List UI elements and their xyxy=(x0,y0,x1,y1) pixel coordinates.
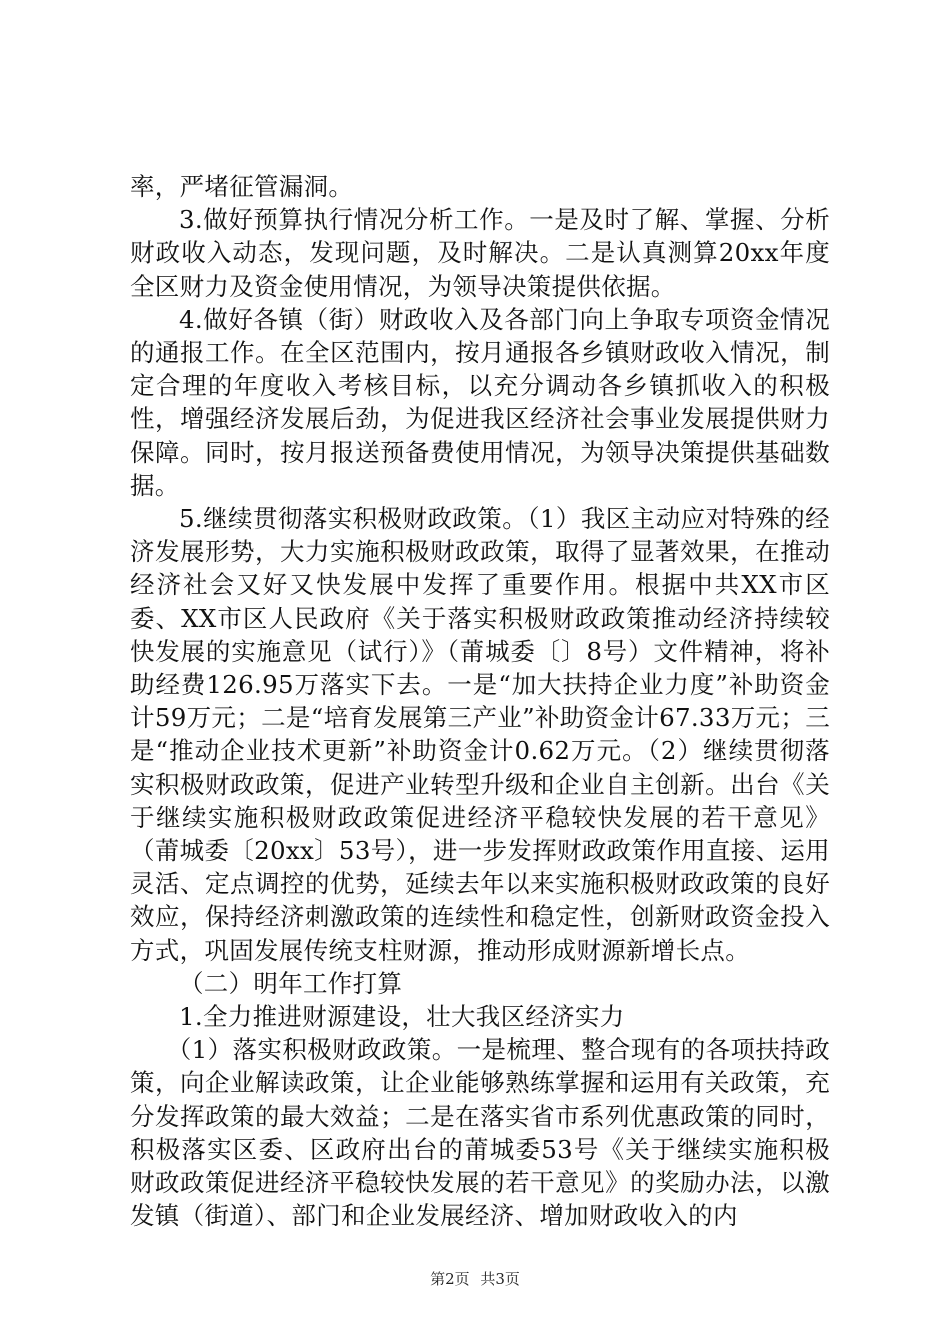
paragraph-item-4: 4.做好各镇（街）财政收入及各部门向上争取专项资金情况的通报工作。在全区范围内，按月通报各乡镇财政收入情况，制定合理的年度收入考核目标，以充分调动各乡镇抓收入的积极性，增强经济发展后劲，为促进我区经济社会事业发展提供财力保障。同时，按月报送预备费使用情况，为领导决策提供基础数据。 xyxy=(130,304,830,500)
section-heading-next-year: （二）明年工作打算 xyxy=(179,968,403,998)
paragraph-continuation: 率，严堵征管漏洞。 xyxy=(130,172,354,201)
page-total: 共3页 xyxy=(480,1270,520,1288)
paragraph-item-5: 5.继续贯彻落实积极财政政策。（1）我区主动应对特殊的经济发展形势，大力实施积极财政政策，取得了显著效果，在推动经济社会又好又快发展中发挥了重要作用。根据中共XX市区委、XX市区人民政府《关于落实积极财政政策推动经济持续较快发展的实施意见（试行）》（莆城委〔〕8号）文件精神，将补助经费126.95万落实下去。一是“加大扶持企业力度”补助资金计59万元；二是“培育发展第三产业”补助资金计67.33万元；三是“推动企业技术更新”补助资金计0.62万元。（2）继续贯彻落实积极财政政策，促进产业转型升级和企业自主创新。出台《关于继续实施积极财政政策促进经济平稳较快发展的若干意见》（莆城委〔20xx〕53号），进一步发挥财政政策作用直接、运用灵活、定点调控的优势，延续去年以来实施积极财政政策的良好效应，保持经济刺激政策的连续性和稳定性，创新财政资金投入方式，巩固发展传统支柱财源，推动形成财源新增长点。 xyxy=(130,504,830,965)
subheading-item-1: 1.全力推进财源建设，壮大我区经济实力 xyxy=(179,1002,625,1032)
document-body xyxy=(130,170,830,1233)
paragraph-item-3: 3.做好预算执行情况分析工作。一是及时了解、掌握、分析财政收入动态，发现问题，及时解决。二是认真测算20xx年度全区财力及资金使用情况，为领导决策提供依据。 xyxy=(130,205,830,301)
page-number: 第2页 xyxy=(430,1270,470,1288)
paragraph-sub-item-1: （1）落实积极财政政策。一是梳理、整合现有的各项扶持政策，向企业解读政策，让企业能够熟练掌握和运用有关政策，充分发挥政策的最大效益；二是在落实省市系列优惠政策的同时，积极落实区委、区政府出台的莆城委53号《关于继续实施积极财政政策促进经济平稳较快发展的若干意见》的奖励办法，以激发镇（街道）、部门和企业发展经济、增加财政收入的内 xyxy=(130,1035,830,1231)
page-footer xyxy=(0,1268,950,1289)
